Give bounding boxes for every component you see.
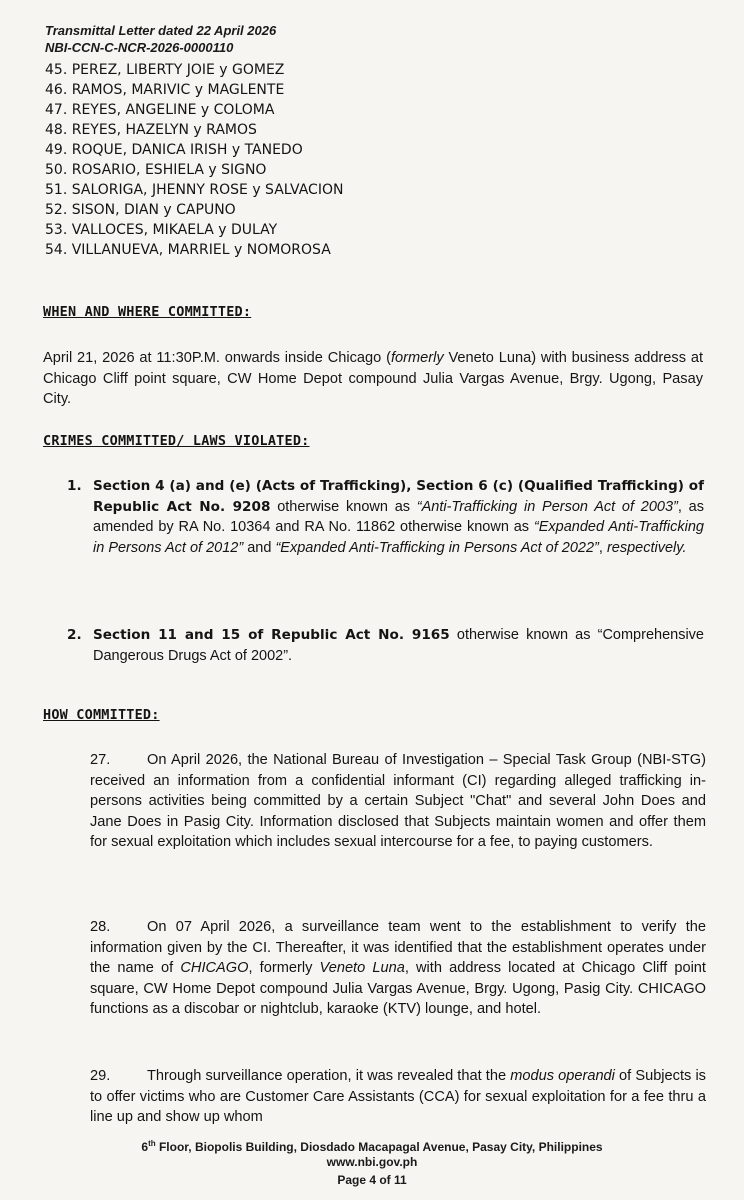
list-item: 52. SISON, DIAN y CAPUNO bbox=[45, 202, 236, 218]
crime-item-1 bbox=[67, 476, 704, 558]
reference-number: NBI-CCN-C-NCR-2026-0000110 bbox=[45, 40, 234, 55]
paragraph-text: On April 2026, the National Bureau of Investigation – Special Task Group (NBI-STG) received an information from a confidential informant (CI) regarding alleged trafficking in-persons activities being committed by a certain Subject "Chat" and several John Does and Jane Does in Pasig City. Information disclosed that Subjects maintain women and offer them for sexual exploitation which includes sexual intercourse for a fee, to paying customers. bbox=[90, 752, 706, 851]
respondent-list bbox=[45, 60, 343, 260]
list-item: 45. PEREZ, LIBERTY JOIE y GOMEZ bbox=[45, 62, 285, 78]
list-item: 53. VALLOCES, MIKAELA y DULAY bbox=[45, 222, 278, 238]
paragraph-number: 27. bbox=[90, 752, 111, 768]
list-item: 47. REYES, ANGELINE y COLOMA bbox=[45, 102, 275, 118]
list-item: 49. ROQUE, DANICA IRISH y TANEDO bbox=[45, 142, 303, 158]
footer-address: 6th Floor, Biopolis Building, Diosdado Macapagal Avenue, Pasay City, Philippines bbox=[141, 1139, 603, 1154]
when-where-text: April 21, 2026 at 11:30P.M. onwards inside Chicago (formerly Veneto Luna) with business address at Chicago Cliff point square, CW Home Depot compound Julia Vargas Avenue, Brgy. Ugong, Pasay City. bbox=[43, 350, 703, 407]
list-item: 48. REYES, HAZELYN y RAMOS bbox=[45, 122, 257, 138]
paragraph-text: Through surveillance operation, it was revealed that the modus operandi of Subjects is to offer victims who are Customer Care Assistants (CCA) for sexual exploitation for a fee thru a line up and show up whom bbox=[90, 1068, 706, 1126]
list-item: 50. ROSARIO, ESHIELA y SIGNO bbox=[45, 162, 267, 178]
list-item: 51. SALORIGA, JHENNY ROSE y SALVACION bbox=[45, 182, 344, 198]
crimes-heading: CRIMES COMMITTED/ LAWS VIOLATED: bbox=[43, 433, 310, 449]
paragraph-number: 28. bbox=[90, 919, 111, 935]
crime-number: 2. bbox=[67, 627, 82, 643]
paragraph-28 bbox=[90, 917, 706, 1020]
crime-text: Section 11 and 15 of Republic Act No. 9165 otherwise known as “Comprehensive Dangerous Drugs Act of 2002”. bbox=[93, 627, 704, 664]
paragraph-text: On 07 April 2026, a surveillance team went to the establishment to verify the information given by the CI. Thereafter, it was identified that the establishment operates under the name of CHICAGO, formerly Veneto Luna, with address located at Chicago Cliff point square, CW Home Depot compound Julia Vargas Avenue, Brgy. Ugong, Pasig City. CHICAGO functions as a discobar or nightclub, karaoke (KTV) lounge, and hotel. bbox=[90, 919, 706, 1018]
footer-website[interactable]: www.nbi.gov.ph bbox=[326, 1155, 418, 1169]
paragraph-number: 29. bbox=[90, 1068, 111, 1084]
page-number: Page 4 of 11 bbox=[337, 1173, 407, 1187]
crime-number: 1. bbox=[67, 478, 82, 494]
document-header bbox=[45, 22, 276, 56]
paragraph-27 bbox=[90, 750, 706, 853]
paragraph-29 bbox=[90, 1066, 706, 1128]
how-heading: HOW COMMITTED: bbox=[43, 707, 160, 723]
crime-text: Section 4 (a) and (e) (Acts of Trafficking), Section 6 (c) (Qualified Trafficking) of Republic Act No. 9208 otherwise known as “Anti-Trafficking in Person Act of 2003”, as amended by RA No. 10364 and RA No. 11862 otherwise known as “Expanded Anti-Trafficking in Persons Act of 2012” and “Expanded Anti-Trafficking in Persons Act of 2022”, respectively. bbox=[93, 478, 705, 556]
transmittal-line: Transmittal Letter dated 22 April 2026 bbox=[45, 23, 277, 38]
crime-item-2 bbox=[67, 625, 704, 666]
when-where-heading: WHEN AND WHERE COMMITTED: bbox=[43, 304, 252, 320]
list-item: 54. VILLANUEVA, MARRIEL y NOMOROSA bbox=[45, 242, 331, 258]
list-item: 46. RAMOS, MARIVIC y MAGLENTE bbox=[45, 82, 285, 98]
